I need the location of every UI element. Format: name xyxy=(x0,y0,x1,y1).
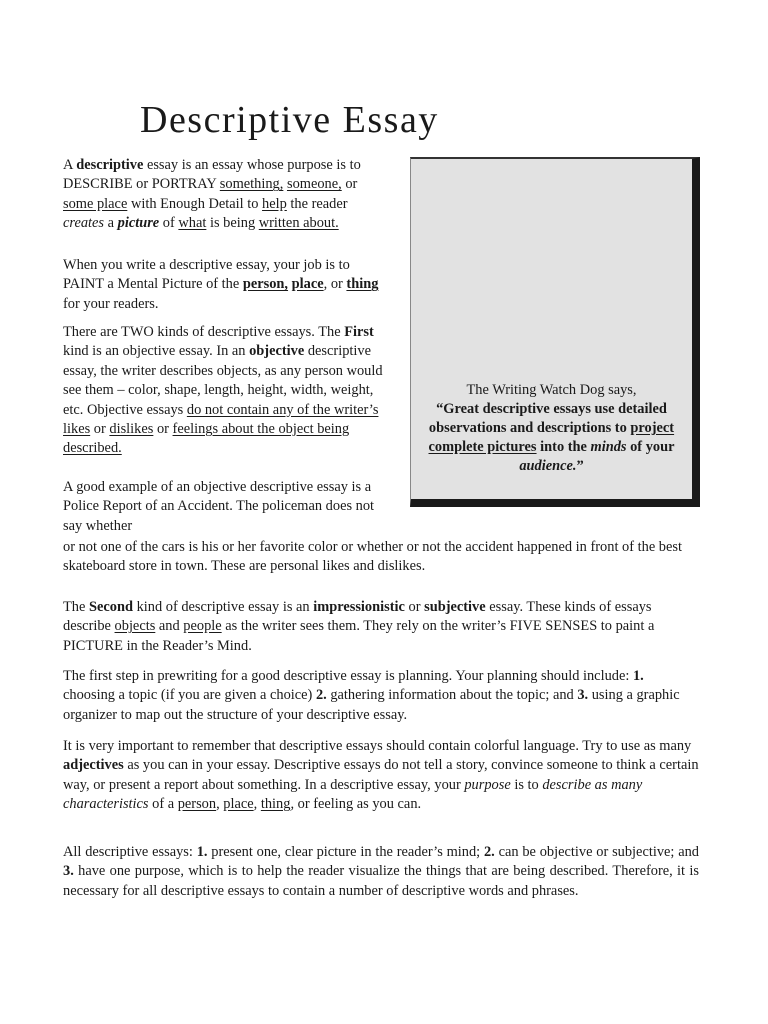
summary-paragraph: All descriptive essays: 1. present one, clear picture in the reader’s mind; 2. can be objective or subjective; and 3. have one purpose, which is to help the reader visualize the things that are being described. Therefore, it is necessary for all descriptive essays to contain a number of descriptive words and phrases. xyxy=(63,844,699,899)
watch-dog-intro: The Writing Watch Dog says, xyxy=(466,382,637,398)
job-paragraph: When you write a descriptive essay, your job is to PAINT a Mental Picture of the person, place, or thing for your readers. xyxy=(63,257,379,312)
police-example-continued: or not one of the cars is his or her favorite color or whether or not the accident happened in front of the best skateboard store in town. These are personal likes and dislikes. xyxy=(63,539,682,575)
intro-paragraph: A descriptive essay is an essay whose purpose is to DESCRIBE or PORTRAY something, someone, or some place with Enough Detail to help the reader creates a picture of what is being written about. xyxy=(63,157,361,232)
police-example-paragraph: A good example of an objective descriptive essay is a Police Report of an Accident. The policeman does not say whether xyxy=(63,479,375,534)
page-title: Descriptive Essay xyxy=(140,99,439,141)
planning-paragraph: The first step in prewriting for a good descriptive essay is planning. Your planning should include: 1. choosing a topic (if you are given a choice) 2. gathering information about the topic; and 3. using a graphic organizer to map out the structure of your descriptive essay. xyxy=(63,668,680,723)
subjective-paragraph: The Second kind of descriptive essay is an impressionistic or subjective essay. These kinds of essays describe objects and people as the writer sees them. They rely on the writer’s FIVE SENSES to paint a PICTURE in the Reader’s Mind. xyxy=(63,599,655,654)
watch-dog-callout-box xyxy=(410,157,700,507)
language-paragraph: It is very important to remember that descriptive essays should contain colorful language. Try to use as many adjectives as you can in your essay. Descriptive essays do not tell a story, convince someone to think a certain way, or present a report about something. In a descriptive essay, your purpose is to describe as many characteristics of a person, place, thing, or feeling as you can. xyxy=(63,738,699,813)
objective-paragraph: There are TWO kinds of descriptive essays. The First kind is an objective essay. In an objective descriptive essay, the writer describes objects, as any person would see them – color, shape, length, height, width, weight, etc. Objective essays do not contain any of the writer’s likes or dislikes or feelings about the object being described. xyxy=(63,324,383,457)
watch-dog-quote: The Writing Watch Dog says, “Great descriptive essays use detailed observations and descriptions to project complete pictures into the minds of your audience.” xyxy=(411,381,692,476)
